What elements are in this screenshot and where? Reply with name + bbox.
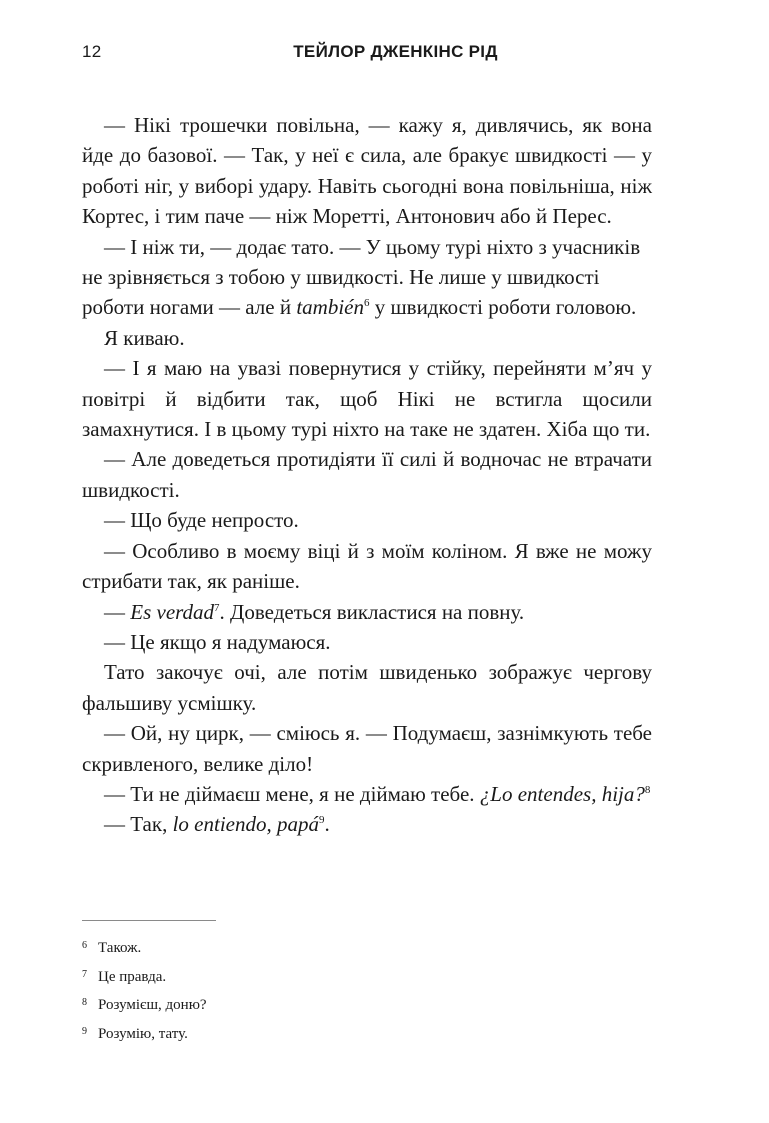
paragraph-text: — І ніж ти, — додає тато. — У цьому турі ніхто з учасників не зрівняється з тобою у швидкості. Не лише у швидкості роботи ногами — але й bbox=[82, 234, 641, 320]
paragraph: — Ой, ну цирк, — сміюсь я. — Подумаєш, зазнімкують тебе скривленого, велике діло! bbox=[82, 721, 652, 776]
footnote-mark: 9 bbox=[82, 1025, 87, 1037]
footnotes bbox=[82, 933, 642, 1047]
footnote bbox=[82, 933, 642, 962]
italic-phrase: Es verdad bbox=[130, 599, 215, 624]
paragraph bbox=[82, 232, 652, 323]
footnote-reference[interactable]: 8 bbox=[644, 783, 651, 796]
footnote bbox=[82, 962, 642, 991]
paragraph: — Це якщо я надумаюся. bbox=[104, 629, 331, 654]
footnote-mark: 6 bbox=[82, 940, 87, 951]
paragraph-text: — bbox=[104, 599, 131, 624]
italic-phrase: ¿Lo entendes, hija? bbox=[479, 781, 645, 806]
paragraph-text: — Ти не діймаєш мене, я не діймаю тебе. bbox=[104, 781, 480, 806]
paragraph bbox=[82, 779, 652, 809]
paragraph bbox=[82, 809, 652, 839]
footnote bbox=[82, 1019, 642, 1048]
book-title: ТЕЙЛОР ДЖЕНКІНС РІД bbox=[293, 42, 498, 61]
footnote bbox=[82, 990, 642, 1019]
footnote-text: Розумію, тату. bbox=[98, 1025, 188, 1042]
footnote-reference[interactable]: 9 bbox=[318, 814, 325, 827]
italic-phrase: lo entiendo, papá bbox=[172, 812, 319, 837]
paragraph: — І я маю на увазі повернутися у стійку, перейняти м’яч у повітрі й відбити так, щоб Нікі не встигла щосили замахнутися. І в цьому турі ніхто на таке не здатен. Хіба що ти. bbox=[82, 356, 652, 442]
italic-phrase: también bbox=[296, 295, 364, 320]
paragraph: — Нікі трошечки повільна, — кажу я, дивлячись, як вона йде до базової. — Так, у неї є сила, але бракує швидкості — у роботі ніг, у виборі удару. Навіть сьогодні вона повільніша, ніж Кортес, і тим паче — ніж Моретті, Антонович або й Перес. bbox=[82, 113, 652, 229]
footnote-mark: 8 bbox=[82, 997, 87, 1008]
footnote-text: Також. bbox=[98, 940, 142, 956]
paragraph: Я киваю. bbox=[104, 325, 185, 350]
paragraph: — Особливо в моєму віці й з моїм коліном. Я вже не можу стрибати так, як раніше. bbox=[82, 538, 652, 594]
paragraph: Тато закочує очі, але потім швиденько зображує чергову фальшиву усмішку. bbox=[82, 660, 652, 715]
footnote-text: Це правда. bbox=[98, 968, 167, 985]
running-header bbox=[82, 42, 649, 68]
paragraph-text: у швидкості роботи головою. bbox=[369, 295, 637, 320]
footnote-reference[interactable]: 7 bbox=[214, 601, 220, 614]
footnote-text: Розумієш, доню? bbox=[98, 997, 207, 1013]
paragraph: — Що буде непросто. bbox=[104, 508, 299, 533]
footnote-reference[interactable]: 6 bbox=[363, 297, 370, 310]
paragraph: — Але доведеться протидіяти її силі й водночас не втрачати швидкості. bbox=[82, 447, 652, 502]
footnote-divider bbox=[82, 920, 216, 921]
paragraph-text: . bbox=[324, 812, 330, 837]
paragraph-text: — Так, bbox=[104, 812, 173, 837]
footnote-mark: 7 bbox=[82, 968, 87, 980]
paragraph bbox=[82, 597, 652, 627]
page-number: 12 bbox=[82, 42, 102, 61]
paragraph-text: . Доведеться викластися на повну. bbox=[219, 599, 525, 624]
body-text bbox=[82, 110, 652, 840]
